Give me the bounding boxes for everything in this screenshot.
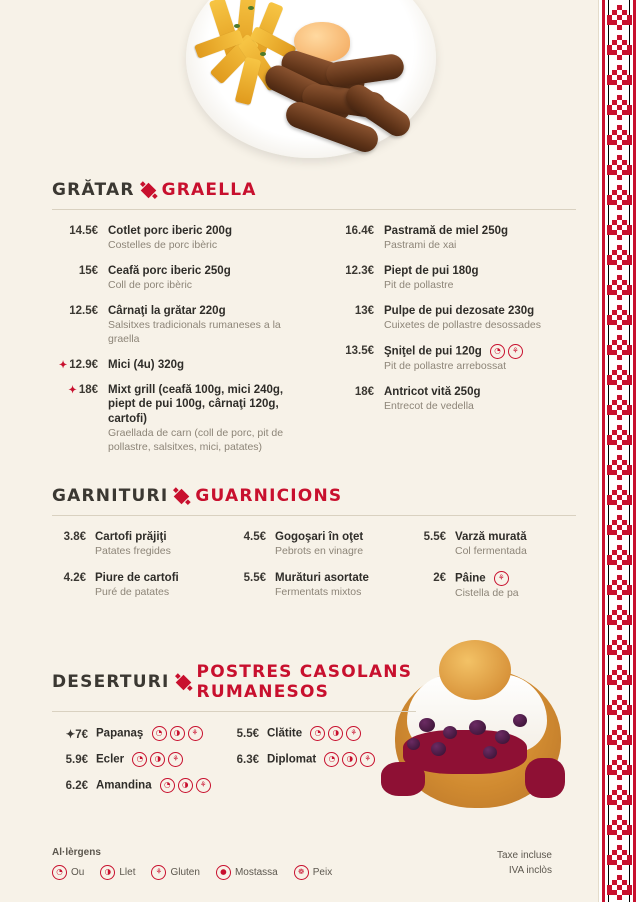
egg-allergen-icon: ◔ [52,865,67,880]
border-motif [606,424,632,450]
menu-item-featured [52,383,300,454]
allergen-label: Mostassa [234,867,278,878]
gluten-allergen-icon: ⚘ [360,752,375,767]
item-name-ca: Entrecot de vedella [384,400,474,413]
allergen-icons [160,778,211,793]
item-price: ✦ 18€ [68,384,98,397]
diamond-separator-icon [140,182,156,198]
item-price: 4.2€ [63,572,86,585]
section-title-grill [52,180,576,200]
diamond-separator-icon [174,488,190,504]
border-motif [606,34,632,60]
item-name-ro: Cârnaţi la grătar 220g [108,305,226,318]
section-title-ro: DESERTURI [52,672,170,692]
item-price: 12.3€ [345,265,374,278]
desserts-column-1 [52,726,211,804]
menu-item-featured [52,358,300,372]
item-price: 16.4€ [345,225,374,237]
item-price: ✦ 12.9€ [58,358,98,371]
border-motif [606,4,632,30]
allergen-label: Peix [312,867,333,878]
item-price: 14.5€ [69,225,98,237]
item-name-ca: Patates fregides [95,545,171,558]
allergen-label: Llet [119,867,136,878]
item-name-ro: Ecler ◔ ◑ ⚘ [96,752,183,767]
border-motif [606,784,632,810]
border-motif [606,634,632,660]
item-name-ro: Antricot vită 250g [384,385,481,398]
item-price: 13.5€ [345,345,374,358]
sides-column-1 [52,530,216,613]
menu-item [328,385,576,414]
menu-item [328,304,576,333]
egg-allergen-icon: ◔ [490,344,505,359]
allergen-icons [324,752,375,767]
section-title-ca: POSTRES CASOLANS RUMANESOS [196,662,413,702]
item-price: 4.5€ [243,531,266,543]
allergen-legend-entry [52,865,84,880]
allergen-icons [310,726,361,741]
milk-allergen-icon: ◑ [100,865,115,880]
border-motif [606,94,632,120]
item-name-ro: Piure de cartofi [95,572,179,585]
gluten-allergen-icon: ⚘ [508,344,523,359]
featured-star-icon: ✦ [58,359,68,371]
allergen-legend-entry [216,865,278,880]
item-name-ro: Amandina ◔ ◑ ⚘ [96,778,211,793]
item-name-ca: Costelles de porc ibèric [108,239,218,252]
divider [52,515,576,516]
item-name-ro: Diplomat ◔ ◑ ⚘ [267,752,375,767]
grill-column-left [52,224,300,465]
item-name-ro: Murături asortate [275,572,369,585]
border-motif [606,184,632,210]
menu-item [328,264,576,293]
item-price: 5.5€ [243,572,266,585]
item-name-ca: Cuixetes de pollastre desossades [384,319,542,332]
item-name-ro: Şniţel de pui 120g ◔ ⚘ [384,344,576,359]
item-name-ca: Pastrami de xai [384,239,457,252]
section-grill [52,180,576,465]
item-name-ro: Cotlet porc iberic 200g [108,225,232,237]
item-price: 6.2€ [65,779,88,792]
item-name-ca: Cistella de pa [455,587,519,600]
item-name-ro: Mixt grill (ceafă 100g, mici 240g, piept de pui 100g, cârnaţi 120g, cartofi) [108,384,284,425]
milk-allergen-icon: ◑ [170,726,185,741]
sides-column-2 [232,530,396,613]
border-motif [606,604,632,630]
allergen-legend-entry [100,865,135,880]
decorative-border [598,0,639,902]
item-price: 12.5€ [69,305,98,318]
taxes-line-ro: Taxe incluse [496,850,552,861]
section-title-sides [52,486,576,506]
item-name-ca: Coll de porc ibèric [108,279,193,292]
item-name-ca: Puré de patates [95,586,170,599]
item-name-ca: Fermentats mixtos [275,586,362,599]
menu-item [223,752,382,767]
milk-allergen-icon: ◑ [178,778,193,793]
border-motif [606,64,632,90]
gluten-allergen-icon: ⚘ [346,726,361,741]
gluten-allergen-icon: ⚘ [188,726,203,741]
item-name-ca: Pit de pollastre arrebossat [384,360,506,373]
menu-item-featured [52,726,211,741]
sides-column-3 [412,530,576,613]
item-name-ro: Pulpe de pui dezosate 230g [384,305,535,318]
border-motif [606,334,632,360]
item-name-ca: Graellada de carn (coll de porc, pit de pollastre, salsitxes, mici, patates) [108,427,284,453]
taxes-line-ca: IVA inclòs [508,864,552,876]
section-title-ro: GRĂTAR [52,180,135,200]
item-name-ro: Mici (4u) 320g [108,358,185,371]
menu-item [52,571,216,600]
border-motif [606,544,632,570]
egg-allergen-icon: ◔ [310,726,325,741]
desserts-column-2 [223,726,382,804]
divider [52,209,576,210]
section-sides [52,486,576,613]
egg-allergen-icon: ◔ [324,752,339,767]
menu-item [412,530,576,559]
item-price: 6.3€ [236,753,259,766]
border-motif [606,844,632,870]
section-title-ro: GARNITURI [52,486,169,506]
item-name-ro: Pastramă de miel 250g [384,225,509,237]
gluten-allergen-icon: ⚘ [196,778,211,793]
diamond-separator-icon [175,674,191,690]
menu-item [52,530,216,559]
mustard-allergen-icon: ● [216,865,231,880]
item-name-ro: Papanaş ◔ ◑ ⚘ [96,726,203,741]
menu-item [52,224,300,253]
allergen-label: Gluten [170,867,200,878]
border-motif [606,244,632,270]
border-motif [606,694,632,720]
egg-allergen-icon: ◔ [132,752,147,767]
section-title-ca: GUARNICIONS [195,486,343,506]
border-motif [606,514,632,540]
allergen-legend-entry [294,865,332,880]
border-motif [606,124,632,150]
item-price: 5.5€ [423,531,446,543]
border-motif [606,574,632,600]
item-price: ✦7€ [65,728,88,741]
item-price: 5.9€ [65,753,88,766]
section-title-ca: GRAELLA [161,180,257,200]
menu-item [52,752,211,767]
taxes-note [497,849,552,878]
item-name-ro: Clătite ◔ ◑ ⚘ [267,726,361,741]
allergen-label: Ou [71,867,85,878]
menu-item [52,264,300,293]
border-motif [606,154,632,180]
featured-star-icon: ✦ [65,728,76,741]
menu-item [328,344,576,374]
border-motif [606,214,632,240]
egg-allergen-icon: ◔ [152,726,167,741]
border-motif [606,724,632,750]
egg-allergen-icon: ◔ [160,778,175,793]
menu-item [223,726,382,741]
item-name-ro: Piept de pui 180g [384,265,479,278]
item-name-ro: Ceafă porc iberic 250g [108,265,231,278]
menu-item [232,530,396,559]
fish-allergen-icon: ❁ [294,865,309,880]
allergen-legend-entry [151,865,199,880]
grill-plate-photo [176,0,446,174]
item-name-ro: Gogoşari în oţet [275,531,364,543]
menu-item [52,778,211,793]
item-name-ca: Salsitxes tradicionals rumaneses a la graella [108,319,281,346]
section-title-desserts [52,662,452,702]
grill-column-right [328,224,576,465]
featured-star-icon: ✦ [68,385,77,397]
border-motif [606,814,632,840]
allergen-icons [494,571,509,586]
item-price: 13€ [354,305,374,318]
milk-allergen-icon: ◑ [150,752,165,767]
menu-item [232,571,396,600]
item-name-ro: Cartofi prăjiţi [95,531,167,543]
divider [52,711,416,712]
item-price: 2€ [433,572,446,585]
item-name-ro: Pâine ⚘ [455,571,576,586]
gluten-allergen-icon: ⚘ [168,752,183,767]
allergen-icons [152,726,203,741]
allergens-legend [52,865,552,880]
section-desserts [52,662,452,804]
menu-item [412,571,576,601]
menu-item [52,304,300,347]
border-motif [606,364,632,390]
item-name-ca: Pit de pollastre [384,279,454,292]
border-motif [606,484,632,510]
border-motif [606,664,632,690]
item-price: 3.8€ [63,531,86,543]
menu-item [328,224,576,253]
border-motif [606,454,632,480]
milk-allergen-icon: ◑ [328,726,343,741]
milk-allergen-icon: ◑ [342,752,357,767]
item-price: 18€ [354,385,374,398]
border-motif [606,394,632,420]
border-motif [606,874,632,900]
border-motif-column [599,0,639,902]
item-name-ro: Varză murată [455,531,527,543]
gluten-allergen-icon: ⚘ [151,865,166,880]
allergen-icons [490,344,523,359]
border-motif [606,304,632,330]
item-name-ca: Col fermentada [455,545,527,558]
allergens-title: Al·lèrgens [52,847,101,858]
border-motif [606,754,632,780]
item-name-ca: Pebrots en vinagre [275,545,364,558]
gluten-allergen-icon: ⚘ [494,571,509,586]
item-price: 15€ [78,265,98,278]
allergen-icons [132,752,183,767]
item-price: 5.5€ [236,727,259,740]
border-motif [606,274,632,300]
footer [52,847,552,880]
